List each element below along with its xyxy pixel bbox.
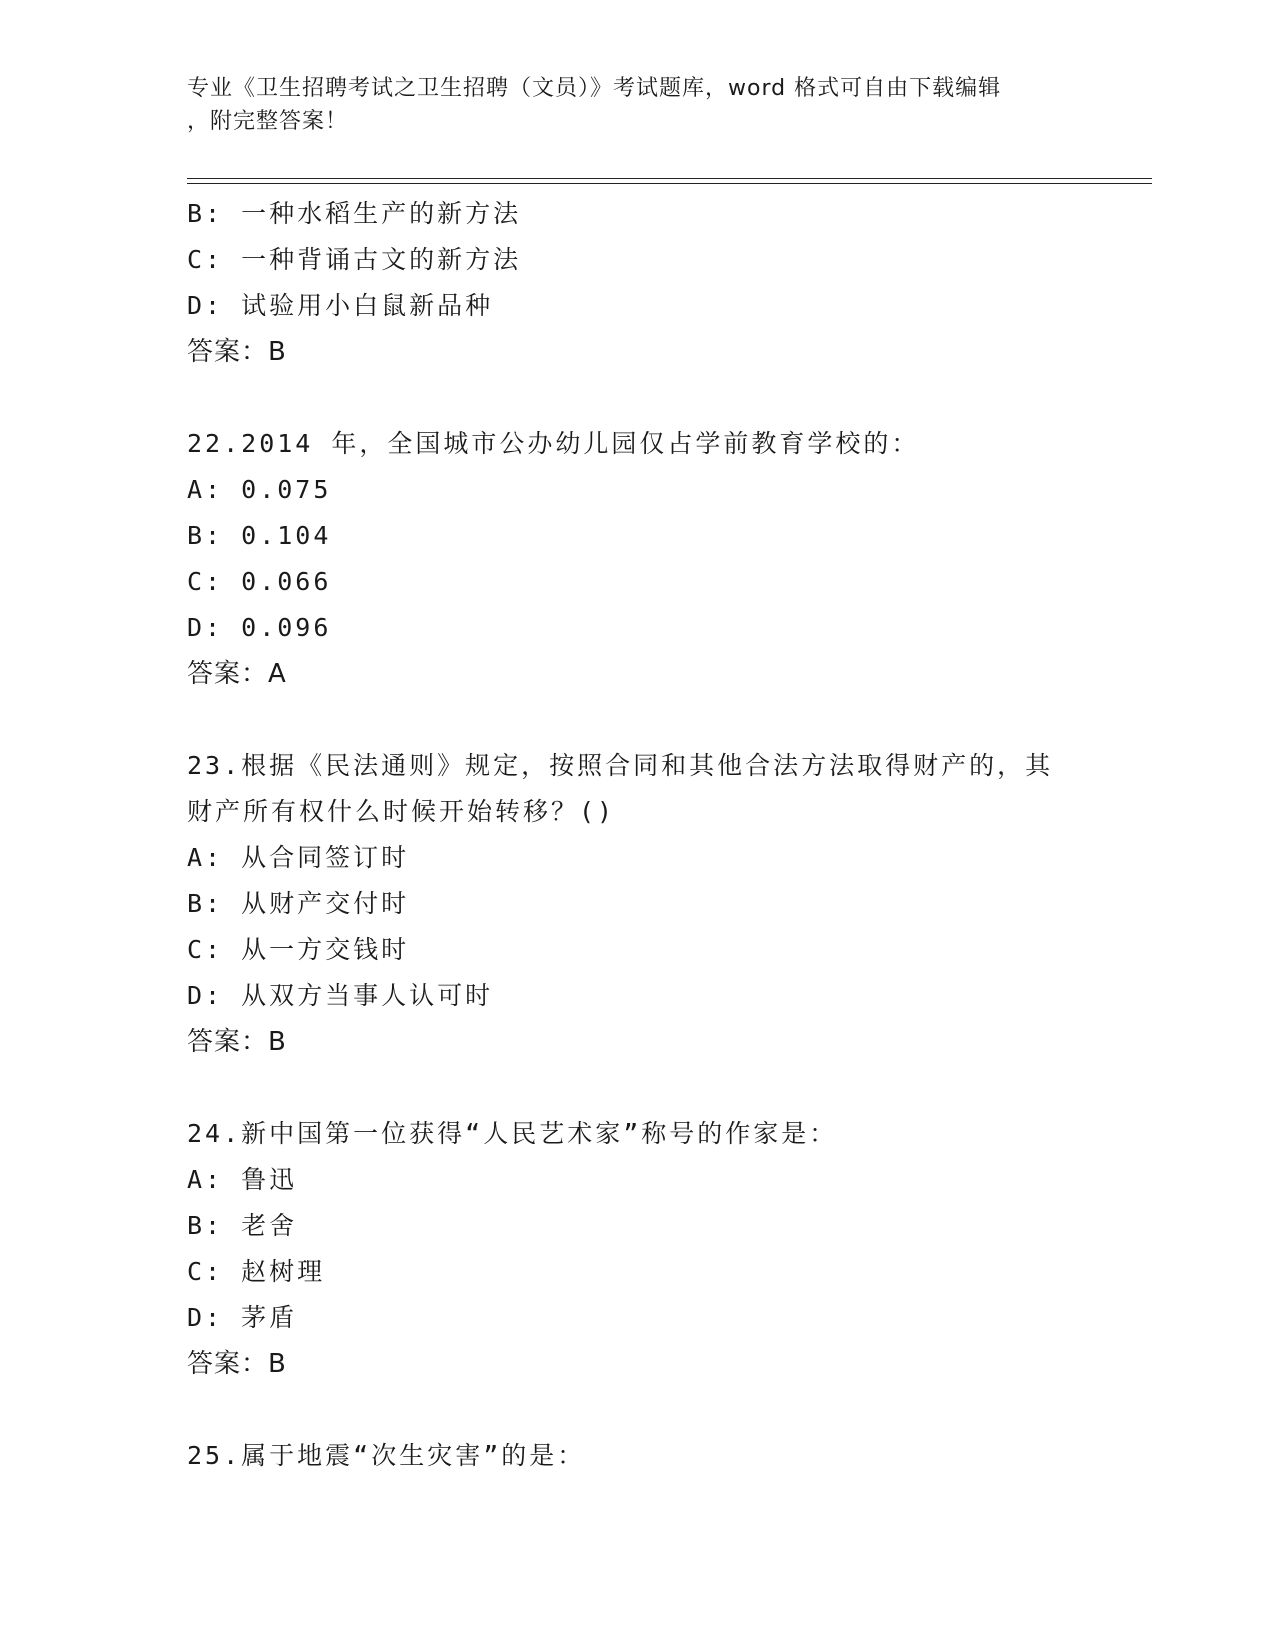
question-stem-line-1: 23.根据《民法通则》规定，按照合同和其他合法方法取得财产的，其 bbox=[187, 751, 1054, 780]
question-stem-line-2: 财产所有权什么时候开始转移？() bbox=[187, 797, 616, 826]
question-25 bbox=[187, 1433, 1087, 1479]
spacer bbox=[187, 1065, 1087, 1111]
option-b: B: 从财产交付时 bbox=[187, 889, 410, 918]
option-c: C: 0.066 bbox=[187, 567, 332, 596]
header-divider-top bbox=[187, 178, 1152, 179]
spacer bbox=[187, 1387, 1087, 1433]
question-stem: 25.属于地震“次生灾害”的是： bbox=[187, 1441, 586, 1470]
option-d: D: 从双方当事人认可时 bbox=[187, 981, 494, 1010]
option-c: C: 从一方交钱时 bbox=[187, 935, 410, 964]
option-a: A: 从合同签订时 bbox=[187, 843, 410, 872]
question-stem: 22.2014 年，全国城市公办幼儿园仅占学前教育学校的： bbox=[187, 429, 920, 458]
option-a: A: 0.075 bbox=[187, 475, 332, 504]
question-stem: 24.新中国第一位获得“人民艺术家”称号的作家是： bbox=[187, 1119, 838, 1148]
answer-line: 答案：B bbox=[187, 337, 287, 367]
question-23 bbox=[187, 743, 1087, 1065]
header-divider-bottom bbox=[187, 183, 1152, 184]
option-b: B: 老舍 bbox=[187, 1211, 298, 1240]
answer-line: 答案：A bbox=[187, 659, 287, 689]
question-list bbox=[187, 191, 1087, 1479]
header-line-2: ，附完整答案！ bbox=[187, 109, 349, 134]
option-a: A: 鲁迅 bbox=[187, 1165, 298, 1194]
option-d: D: 茅盾 bbox=[187, 1303, 298, 1332]
header-line-1: 专业《卫生招聘考试之卫生招聘（文员）》考试题库，word 格式可自由下载编辑 bbox=[187, 76, 1002, 101]
spacer bbox=[187, 375, 1087, 421]
option-d: D: 0.096 bbox=[187, 613, 332, 642]
document-header bbox=[187, 72, 1067, 138]
question-24 bbox=[187, 1111, 1087, 1387]
question-21-continued bbox=[187, 191, 1087, 375]
option-c: C: 赵树理 bbox=[187, 1257, 326, 1286]
answer-line: 答案：B bbox=[187, 1027, 287, 1057]
option-c: C: 一种背诵古文的新方法 bbox=[187, 245, 522, 274]
answer-line: 答案：B bbox=[187, 1349, 287, 1379]
option-b: B: 一种水稻生产的新方法 bbox=[187, 199, 522, 228]
option-b: B: 0.104 bbox=[187, 521, 332, 550]
question-22 bbox=[187, 421, 1087, 697]
spacer bbox=[187, 697, 1087, 743]
option-d: D: 试验用小白鼠新品种 bbox=[187, 291, 494, 320]
